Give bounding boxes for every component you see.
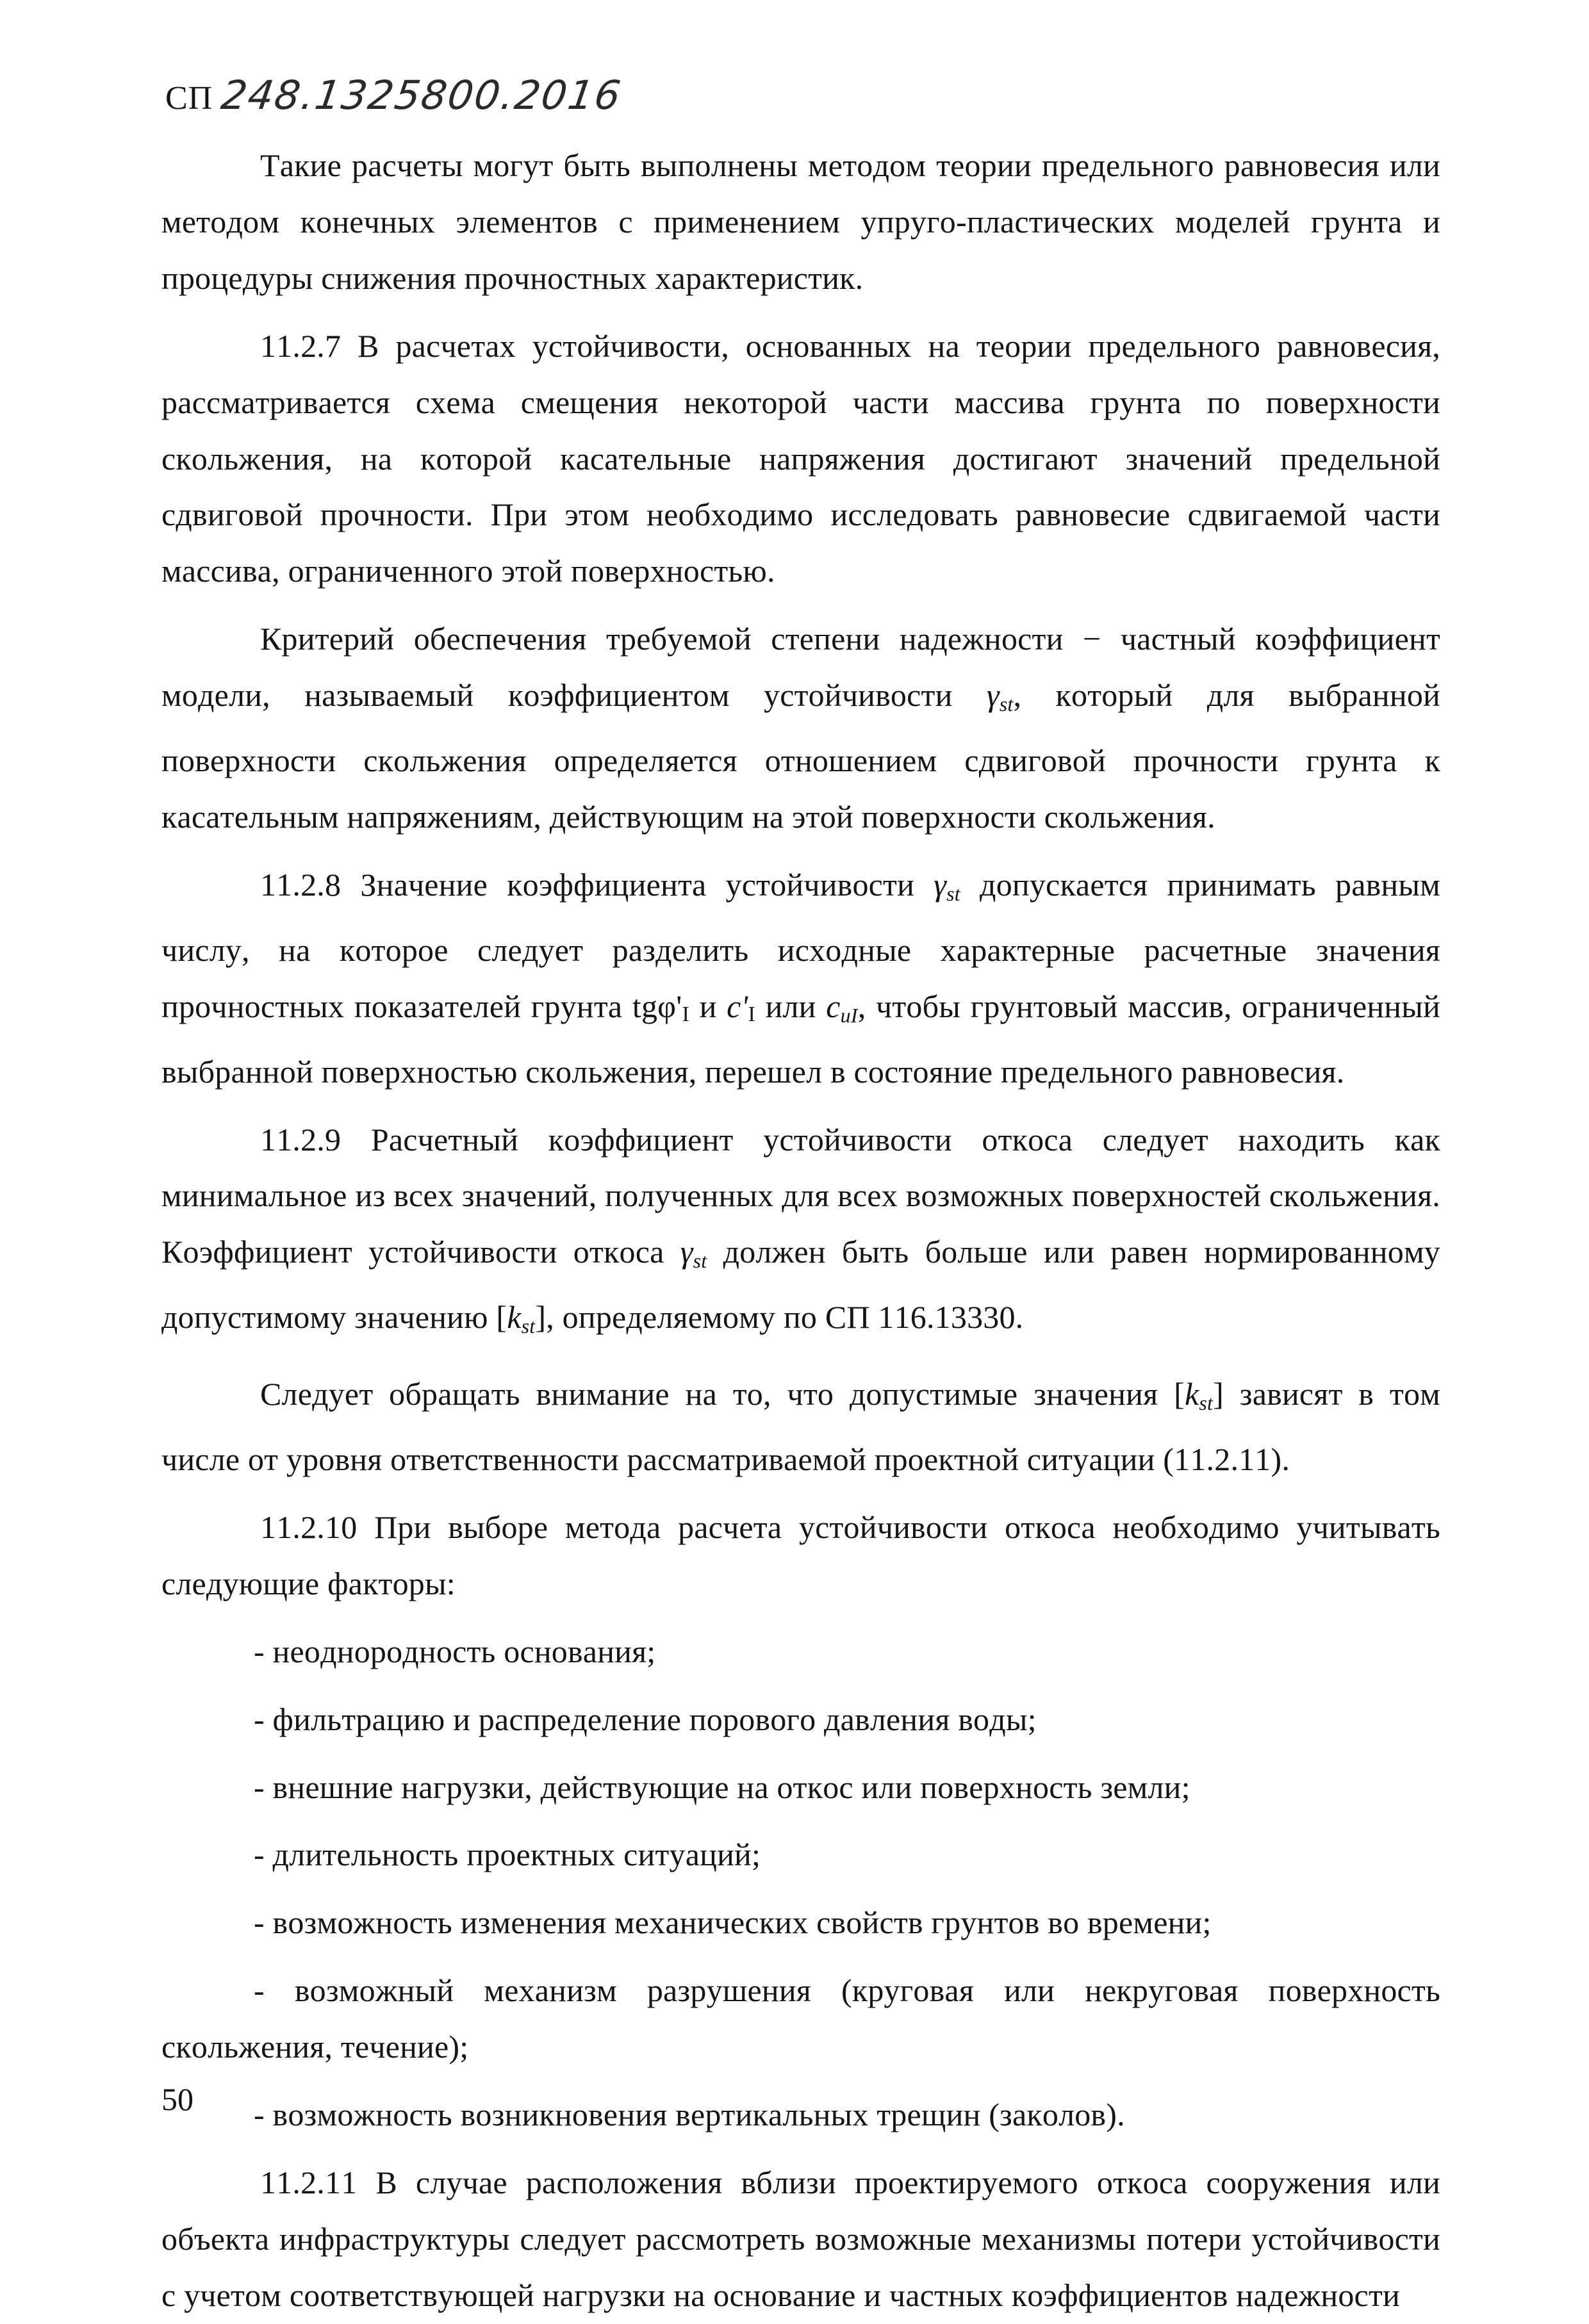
subscript: st	[999, 692, 1014, 716]
text-span: 11.2.9 Расчетный коэффициент устойчивости откоса следует находить как минимальное из всех значений, полученных для всех возможных поверхностей скольжения. Коэффициент устойчивости откоса	[161, 1121, 1440, 1270]
text-span: 11.2.8 Значение коэффициента устойчивости	[260, 866, 934, 903]
text-span: , который для выбранной поверхности скольжения определяется отношением сдвиговой прочности грунта к касательным напряжениям, действующим на этой поверхности скольжения.	[161, 677, 1440, 835]
list-item: - возможный механизм разрушения (круговая или некруговая поверхность скольжения, течение);	[161, 1972, 1440, 2065]
text-span: Критерий обеспечения требуемой степени надежности − частный коэффициент модели, называемый коэффициентом устойчивости	[161, 621, 1440, 714]
gamma-symbol: γ	[934, 866, 947, 903]
subscript: uI	[840, 1003, 858, 1027]
cu-symbol: c	[826, 988, 841, 1024]
k-symbol: k	[1184, 1376, 1199, 1412]
document-header	[165, 72, 625, 142]
paragraph-note	[161, 1366, 1440, 1488]
subscript: I	[682, 1002, 689, 1026]
paragraph-11-2-7: 11.2.7 В расчетах устойчивости, основанных на теории предельного равновесия, рассматривается схема смещения некоторой части массива грунта по поверхности скольжения, на которой касательные напряжения достигают значений предельной сдвиговой прочности. При этом необходимо исследовать равновесие сдвигаемой части массива, ограниченного этой поверхностью.	[161, 327, 1440, 589]
page-number: 50	[161, 2081, 193, 2117]
tg-phi-symbol: tgφ'	[632, 988, 682, 1024]
text-span: Следует обращать внимание на то, что допустимые значения [	[260, 1376, 1185, 1412]
subscript: st	[521, 1314, 536, 1338]
list-item: - возможность возникновения вертикальных трещин (заколов).	[254, 2097, 1125, 2133]
body-text	[161, 138, 1440, 2324]
header-prefix: СП	[165, 80, 213, 117]
paragraph-criterion	[161, 611, 1440, 846]
subscript: st	[946, 881, 960, 905]
text-span: допускается принимать равным числу, на которое следует разделить исходные характерные расчетные значения прочностных показателей грунта	[161, 866, 1441, 1024]
subscript: st	[1199, 1391, 1214, 1415]
list-item: - возможность изменения механических свойств грунтов во времени;	[254, 1904, 1212, 1941]
text-span: ] зависят в том числе от уровня ответственности рассматриваемой проектной ситуации (11.2.11).	[161, 1376, 1440, 1478]
list-item: - внешние нагрузки, действующие на откос или поверхность земли;	[254, 1769, 1190, 1805]
text-span: , чтобы грунтовый массив, ограниченный выбранной поверхностью скольжения, перешел в состояние предельного равновесия.	[161, 988, 1441, 1090]
subscript: st	[693, 1249, 707, 1273]
list-item: - фильтрацию и распределение порового давления воды;	[254, 1701, 1037, 1737]
text-span: и	[689, 988, 727, 1024]
gamma-symbol: γ	[680, 1234, 693, 1270]
paragraph-11-2-10: 11.2.10 При выборе метода расчета устойчивости откоса необходимо учитывать следующие факторы:	[161, 1509, 1440, 1601]
paragraph-11-2-9	[161, 1112, 1440, 1355]
text-span: должен быть больше или равен нормированному допустимому значению [	[161, 1234, 1440, 1336]
k-symbol: k	[507, 1299, 522, 1336]
list-item: - неоднородность основания;	[254, 1633, 656, 1669]
paragraph-intro: Такие расчеты могут быть выполнены методом теории предельного равновесия или методом конечных элементов с применением упруго-пластических моделей грунта и процедуры снижения прочностных характеристик.	[161, 147, 1440, 296]
handwritten-standard-code: 248.1325800.2016	[218, 72, 625, 119]
c-symbol: c'	[727, 988, 748, 1024]
paragraph-11-2-11: 11.2.11 В случае расположения вблизи проектируемого откоса сооружения или объекта инфраструктуры следует рассмотреть возможные механизмы потери устойчивости с учетом соответствующей нагрузки на основание и частных коэффициентов надежности	[161, 2164, 1440, 2313]
text-span: ], определяемому по СП 116.13330.	[535, 1299, 1024, 1336]
gamma-symbol: γ	[986, 677, 1000, 714]
list-item: - длительность проектных ситуаций;	[254, 1837, 761, 1873]
subscript: I	[748, 1002, 755, 1026]
paragraph-11-2-8	[161, 857, 1440, 1101]
text-span: или	[755, 988, 827, 1024]
